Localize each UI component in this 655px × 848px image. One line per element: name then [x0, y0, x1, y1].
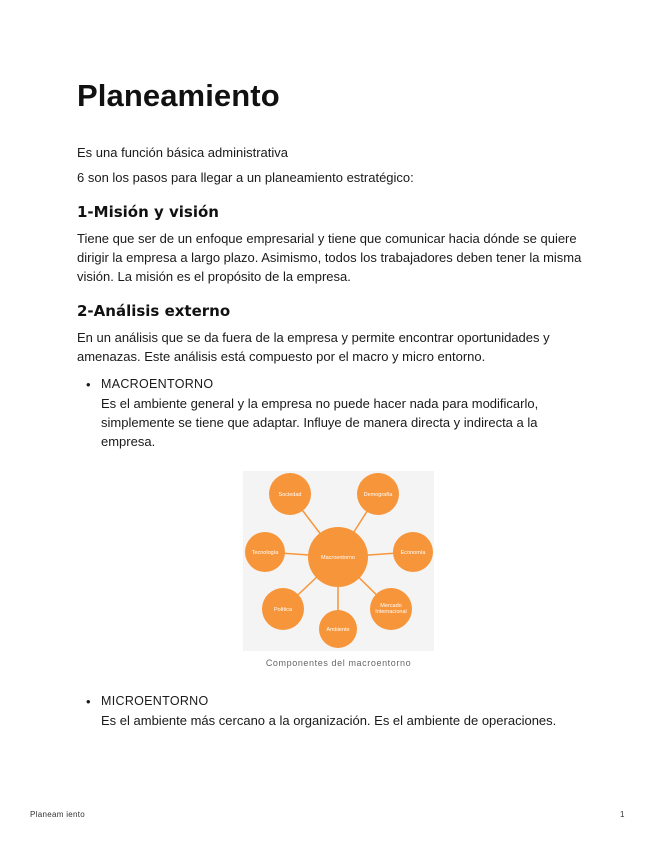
bullet: • [86, 694, 91, 709]
macro-list [77, 375, 582, 451]
label-mercado-1: Mercado [380, 603, 402, 609]
micro-list [77, 692, 582, 730]
section-1-body: Tiene que ser de un enfoque empresarial y tiene que comunicar hacia dónde se quiere dirigir la empresa a largo plazo. Asimismo, todos los trabajadores deben tener la misma visión. La misión es el propósito de la empresa. [77, 231, 582, 284]
list-item-text: Es el ambiente general y la empresa no puede hacer nada para modificarlo, simplemente se tiene que adaptar. Influye de manera directa y indirecta a la empresa. [101, 396, 539, 449]
list-item-title: MICROENTORNO [101, 694, 209, 708]
label-mercado-2: Internacional [375, 609, 407, 615]
list-item-microentorno [77, 692, 582, 730]
list-item-macroentorno [77, 375, 582, 451]
label-sociedad: Sociedad [278, 492, 302, 498]
list-item-title: MACROENTORNO [101, 377, 214, 391]
intro-line-1: Es una función básica administrativa [77, 145, 289, 160]
bullet: • [86, 377, 91, 392]
footer-title: Planeam iento [30, 810, 86, 819]
macroentorno-figure [243, 471, 434, 668]
center-label: Macroentorno [321, 555, 355, 561]
label-ambiente: Ambiente [326, 627, 350, 633]
page-number: 1 [620, 810, 625, 819]
label-politica: Política [273, 607, 293, 613]
page-title: Planeamiento [77, 78, 280, 113]
figure-caption: Componentes del macroentorno [265, 658, 412, 668]
label-demografia: Demografía [363, 492, 393, 498]
section-2-heading: 2-Análisis externo [77, 302, 231, 320]
intro-line-2: 6 son los pasos para llegar a un planeamiento estratégico: [77, 170, 414, 185]
section-1-heading: 1-Misión y visión [77, 203, 219, 221]
macroentorno-diagram [243, 471, 434, 651]
list-item-text: Es el ambiente más cercano a la organización. Es el ambiente de operaciones. [101, 713, 557, 728]
label-tecnologia: Tecnología [251, 550, 279, 556]
section-2-body: En un análisis que se da fuera de la empresa y permite encontrar oportunidades y amenazas. Este análisis está compuesto por el macro y micro entorno. [77, 330, 550, 364]
label-economia: Economía [400, 550, 426, 556]
